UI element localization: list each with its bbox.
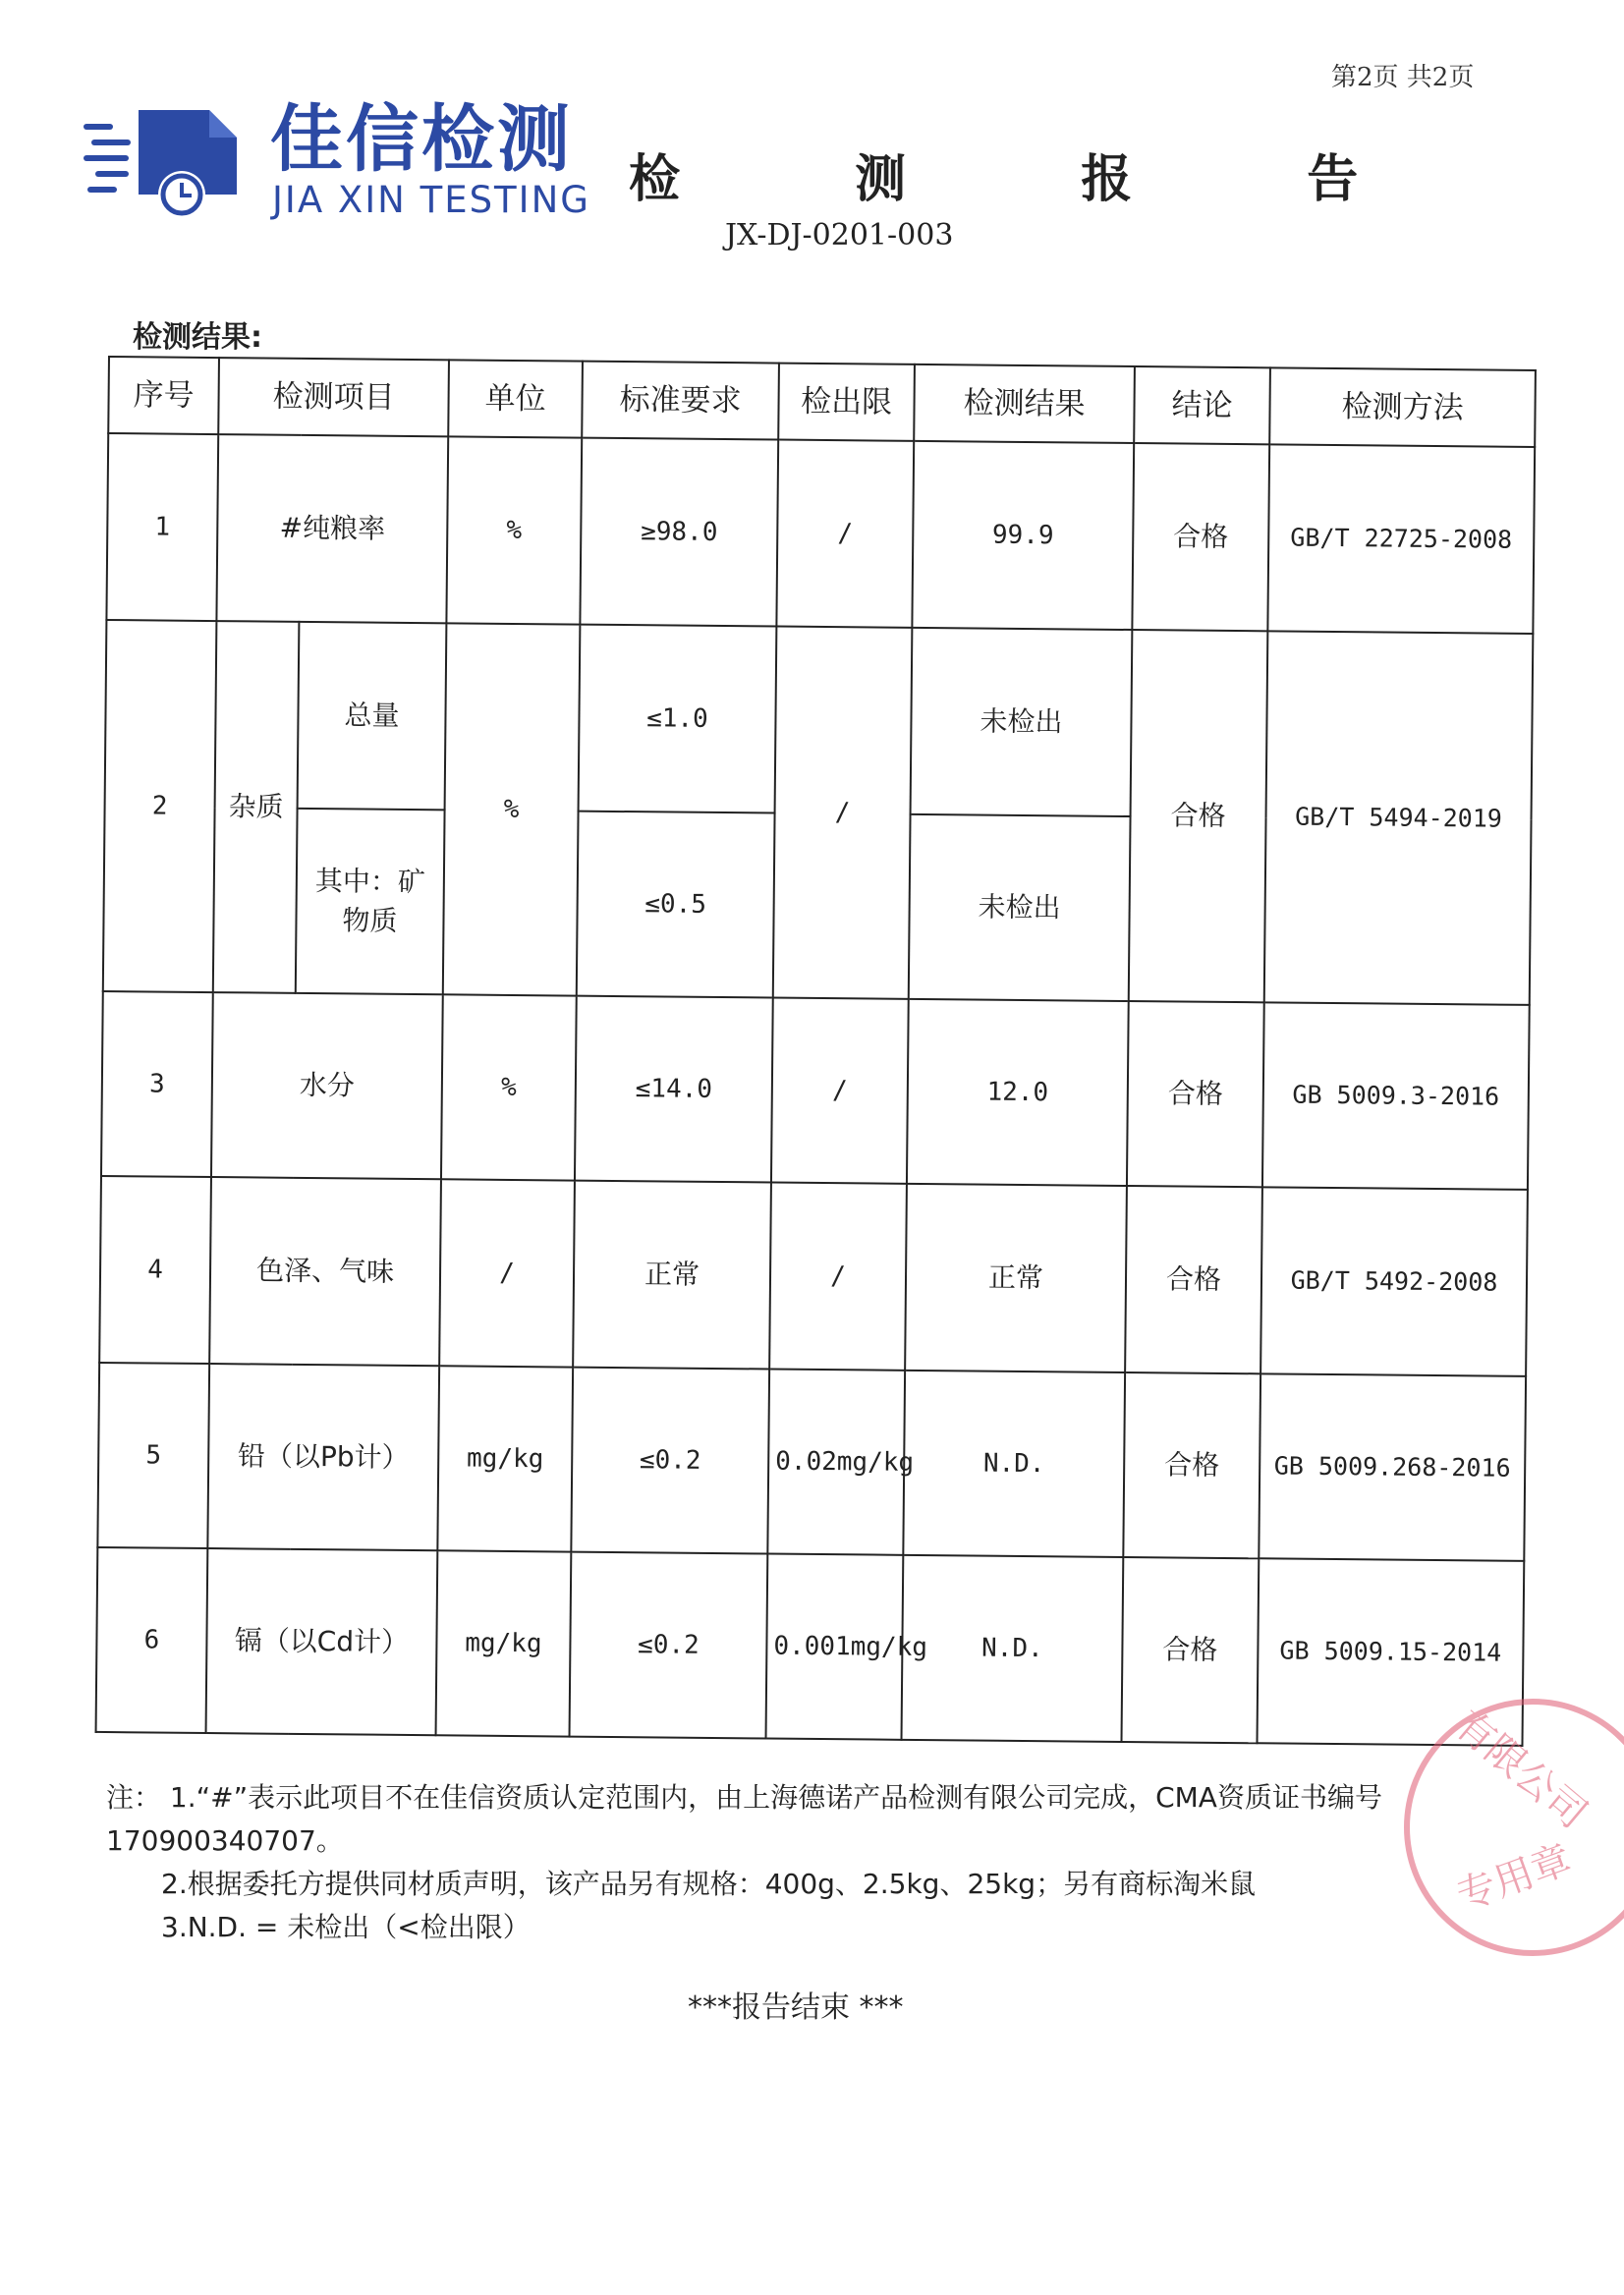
row-unit: mg/kg (437, 1366, 573, 1551)
row-requirement-total: ≤1.0 (579, 625, 777, 813)
table-header-row (108, 357, 1536, 447)
seal-text-purpose: 专用章 (1450, 1836, 1578, 1920)
results-table (95, 356, 1537, 1747)
row-result: 正常 (905, 1184, 1127, 1372)
row-result: 12.0 (907, 999, 1129, 1186)
row-subitem-mineral: 其中：矿物质 (296, 809, 445, 994)
table-row (97, 1363, 1526, 1561)
company-logo (84, 98, 594, 226)
row-conclusion: 合格 (1122, 1557, 1260, 1743)
row-item: 铅（以Pb计） (207, 1364, 439, 1550)
header-method: 检测方法 (1269, 367, 1536, 447)
row-unit: mg/kg (436, 1550, 572, 1736)
row-requirement: ≤14.0 (575, 996, 773, 1183)
table-row (96, 1547, 1525, 1746)
note-line-2: 2.根据委托方提供同材质声明，该产品另有规格：400g、2.5kg、25kg；另有商标淘米鼠 (161, 1868, 1257, 1900)
report-title: 检 测 报 告 (629, 150, 1437, 209)
row-no: 3 (101, 991, 213, 1177)
row-item: 水分 (211, 992, 443, 1179)
row-item: 色泽、气味 (209, 1177, 441, 1366)
row-limit: 0.02mg/kg (767, 1370, 905, 1555)
row-method: GB/T 5494-2019 (1264, 631, 1534, 1005)
report-code: JX-DJ-0201-003 (725, 218, 954, 252)
row-limit: / (776, 440, 914, 628)
row-subitem-total: 总量 (298, 622, 447, 810)
row-method: GB 5009.268-2016 (1259, 1373, 1526, 1561)
brand-name-cn: 佳信检测 (270, 97, 573, 182)
table-row (101, 991, 1530, 1190)
row-item: 镉（以Cd计） (206, 1548, 438, 1735)
note-line-1: 注： 1.“#”表示此项目不在佳信资质认定范围内，由上海德诺产品检测有限公司完成，CMA资质证书编号170900340707。 (106, 1781, 1382, 1857)
row-limit: / (773, 627, 913, 999)
report-end-mark: ***报告结束 *** (688, 1990, 904, 2025)
row-limit: 0.001mg/kg (766, 1554, 904, 1740)
table-row (99, 1176, 1528, 1376)
row-limit: / (771, 998, 909, 1184)
seal-text-company: 有限公司 (1445, 1702, 1596, 1838)
header-limit: 检出限 (778, 364, 915, 441)
row-no: 1 (106, 433, 218, 621)
row-conclusion: 合格 (1129, 630, 1268, 1002)
row-conclusion: 合格 (1132, 443, 1269, 631)
row-requirement: ≥98.0 (580, 438, 778, 627)
header-conclusion: 结论 (1134, 366, 1270, 444)
row-item: #纯粮率 (216, 434, 448, 623)
header-requirement: 标准要求 (582, 362, 779, 440)
row-result: N.D. (902, 1555, 1124, 1742)
row-requirement: ≤0.2 (571, 1368, 769, 1554)
table-row (105, 620, 1534, 820)
section-label: 检测结果: (133, 320, 262, 355)
row-no: 5 (97, 1363, 209, 1548)
row-method: GB/T 5492-2008 (1260, 1187, 1528, 1376)
brand-name-en: JIA XIN TESTING (272, 179, 590, 221)
header-unit: 单位 (448, 360, 583, 437)
row-requirement: 正常 (573, 1181, 771, 1370)
table-row (106, 433, 1535, 634)
page-counter: 第2页 共2页 (1331, 63, 1475, 92)
header-result: 检测结果 (914, 364, 1135, 443)
row-no: 4 (99, 1176, 211, 1364)
row-method: GB 5009.15-2014 (1257, 1558, 1524, 1746)
row-requirement: ≤0.2 (570, 1552, 768, 1739)
row-method: GB/T 22725-2008 (1267, 444, 1535, 634)
row-item: 杂质 (213, 621, 300, 993)
row-requirement-mineral: ≤0.5 (577, 812, 775, 998)
row-result: N.D. (903, 1371, 1125, 1557)
header-no: 序号 (108, 357, 219, 434)
row-unit: % (446, 436, 582, 624)
header-item: 检测项目 (218, 358, 449, 436)
row-method: GB 5009.3-2016 (1262, 1002, 1530, 1190)
row-unit: % (441, 994, 577, 1180)
truck-clock-icon (84, 104, 241, 220)
row-unit: % (443, 623, 581, 995)
row-no: 6 (96, 1547, 208, 1733)
notes (106, 1776, 1501, 1949)
row-conclusion: 合格 (1123, 1372, 1260, 1558)
row-unit: / (439, 1179, 575, 1367)
row-conclusion: 合格 (1125, 1186, 1262, 1373)
row-result-mineral: 未检出 (909, 814, 1131, 1001)
note-line-3: 3.N.D. = 未检出（<检出限） (161, 1911, 531, 1943)
row-no: 2 (103, 620, 217, 992)
row-limit: / (769, 1183, 907, 1371)
row-result: 99.9 (912, 441, 1134, 630)
row-result-total: 未检出 (911, 628, 1133, 816)
row-conclusion: 合格 (1127, 1001, 1264, 1187)
